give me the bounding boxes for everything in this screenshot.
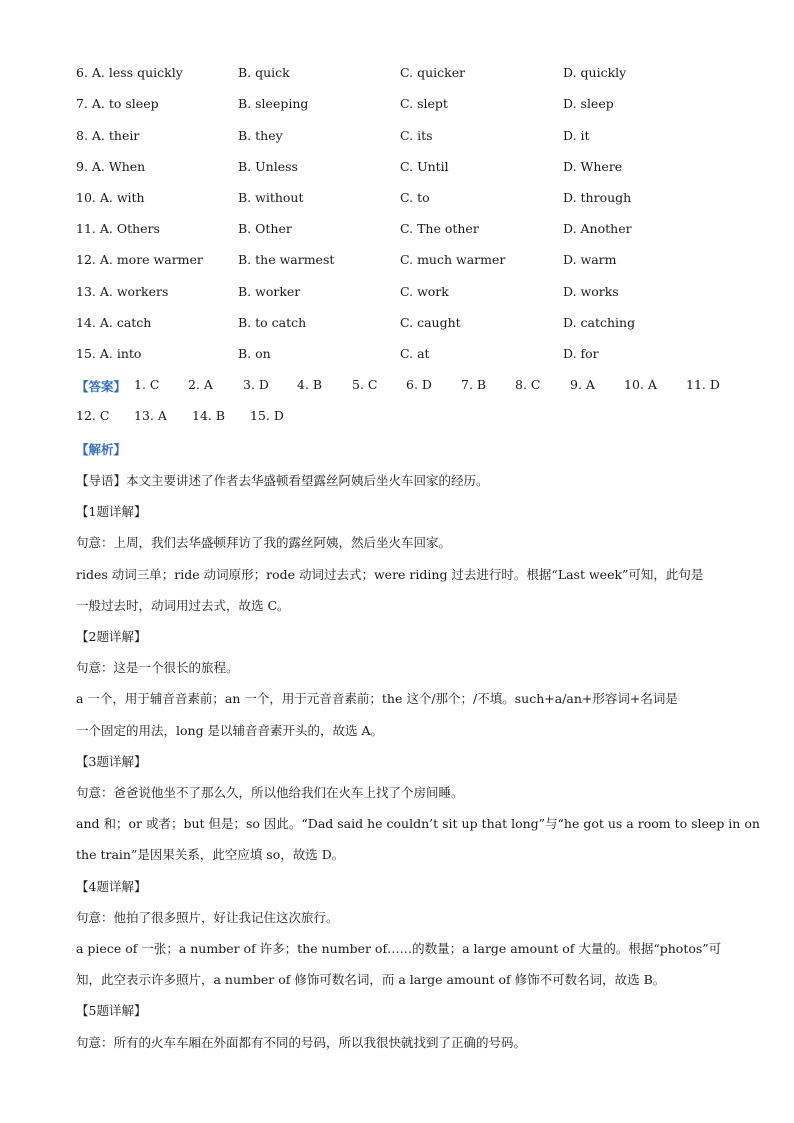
option-c: C. slept — [400, 96, 448, 111]
option-b: B. sleeping — [238, 96, 309, 111]
answer-row-1 — [0, 377, 794, 397]
answer-item: 5. C — [352, 377, 378, 392]
option-d: D. through — [563, 190, 632, 205]
option-a: 6. A. less quickly — [76, 65, 183, 80]
option-d: D. works — [563, 284, 619, 299]
option-a: 8. A. their — [76, 128, 140, 143]
q1-heading: 【1题详解】 — [76, 504, 147, 519]
q2-text: 句意：这是一个很长的旅程。 — [76, 660, 239, 675]
option-d: D. catching — [563, 315, 636, 330]
option-c: C. to — [400, 190, 430, 205]
q1-text: 句意：上周，我们去华盛顿拜访了我的露丝阿姨，然后坐火车回家。 — [76, 535, 452, 550]
answer-item: 15. D — [250, 408, 284, 423]
option-c: C. quicker — [400, 65, 466, 80]
answer-item: 7. B — [461, 377, 487, 392]
answer-label: 【答案】 — [76, 379, 127, 394]
q1-text: 一般过去时，动词用过去式，故选 C。 — [76, 598, 290, 613]
option-b: B. the warmest — [238, 252, 335, 267]
option-b: B. Other — [238, 221, 292, 236]
option-row-7 — [0, 96, 794, 116]
option-row-12 — [0, 252, 794, 272]
q2-text: a 一个，用于辅音音素前；an 一个，用于元音音素前；the 这个/那个；/不填。such+a/an+形容词+名词是 — [76, 691, 678, 706]
option-a: 12. A. more warmer — [76, 252, 203, 267]
intro-text: 【导语】本文主要讲述了作者去华盛顿看望露丝阿姨后坐火车回家的经历。 — [76, 473, 489, 488]
answer-item: 9. A — [570, 377, 595, 392]
option-b: B. Unless — [238, 159, 298, 174]
answer-item: 10. A — [624, 377, 657, 392]
answer-item: 1. C — [134, 377, 160, 392]
answer-item: 2. A — [188, 377, 213, 392]
option-b: B. quick — [238, 65, 290, 80]
answer-item: 4. B — [297, 377, 323, 392]
q4-heading: 【4题详解】 — [76, 879, 147, 894]
option-d: D. Another — [563, 221, 632, 236]
option-a: 15. A. into — [76, 346, 142, 361]
option-c: C. at — [400, 346, 430, 361]
option-d: D. Where — [563, 159, 623, 174]
answer-item: 8. C — [515, 377, 541, 392]
option-row-10 — [0, 190, 794, 210]
option-b: B. to catch — [238, 315, 307, 330]
option-d: D. it — [563, 128, 590, 143]
analysis-label: 【解析】 — [76, 442, 127, 457]
option-b: B. on — [238, 346, 271, 361]
option-c: C. Until — [400, 159, 449, 174]
option-d: D. quickly — [563, 65, 627, 80]
answer-item: 3. D — [243, 377, 269, 392]
q4-text: 句意：他拍了很多照片，好让我记住这次旅行。 — [76, 910, 339, 925]
q4-text: 知，此空表示许多照片，a number of 修饰可数名词，而 a large amount of 修饰不可数名词，故选 B。 — [76, 972, 666, 987]
option-row-8 — [0, 128, 794, 148]
option-d: D. for — [563, 346, 599, 361]
option-row-6 — [0, 65, 794, 85]
option-a: 9. A. When — [76, 159, 146, 174]
option-row-15 — [0, 346, 794, 366]
option-row-9 — [0, 159, 794, 179]
option-row-13 — [0, 284, 794, 304]
answer-item: 11. D — [686, 377, 720, 392]
option-a: 14. A. catch — [76, 315, 152, 330]
option-row-14 — [0, 315, 794, 335]
option-a: 11. A. Others — [76, 221, 160, 236]
q5-heading: 【5题详解】 — [76, 1003, 147, 1018]
option-row-11 — [0, 221, 794, 241]
q3-heading: 【3题详解】 — [76, 754, 147, 769]
q4-text: a piece of 一张；a number of 许多；the number of……的数量；a large amount of 大量的。根据“photos”可 — [76, 941, 722, 956]
answer-item: 6. D — [406, 377, 432, 392]
answer-row-2 — [0, 408, 794, 428]
option-a: 10. A. with — [76, 190, 145, 205]
option-b: B. they — [238, 128, 283, 143]
q3-text: and 和；or 或者；but 但是；so 因此。“Dad said he couldn’t sit up that long”与“he got us a room to sleep in on — [76, 816, 760, 831]
q1-text: rides 动词三单；ride 动词原形；rode 动词过去式；were riding 过去进行时。根据“Last week”可知，此句是 — [76, 567, 704, 582]
option-b: B. without — [238, 190, 304, 205]
q3-text: the train”是因果关系，此空应填 so，故选 D。 — [76, 847, 345, 862]
option-c: C. caught — [400, 315, 461, 330]
answer-item: 13. A — [134, 408, 167, 423]
answer-item: 14. B — [192, 408, 226, 423]
q5-text: 句意：所有的火车车厢在外面都有不同的号码，所以我很快就找到了正确的号码。 — [76, 1035, 527, 1050]
option-d: D. warm — [563, 252, 617, 267]
q2-heading: 【2题详解】 — [76, 629, 147, 644]
option-a: 13. A. workers — [76, 284, 169, 299]
option-d: D. sleep — [563, 96, 614, 111]
q2-text: 一个固定的用法，long 是以辅音音素开头的，故选 A。 — [76, 723, 384, 738]
option-c: C. its — [400, 128, 433, 143]
answer-item: 12. C — [76, 408, 110, 423]
option-c: C. work — [400, 284, 449, 299]
option-c: C. The other — [400, 221, 479, 236]
option-c: C. much warmer — [400, 252, 506, 267]
option-b: B. worker — [238, 284, 301, 299]
option-a: 7. A. to sleep — [76, 96, 159, 111]
q3-text: 句意：爸爸说他坐不了那么久，所以他给我们在火车上找了个房间睡。 — [76, 785, 464, 800]
